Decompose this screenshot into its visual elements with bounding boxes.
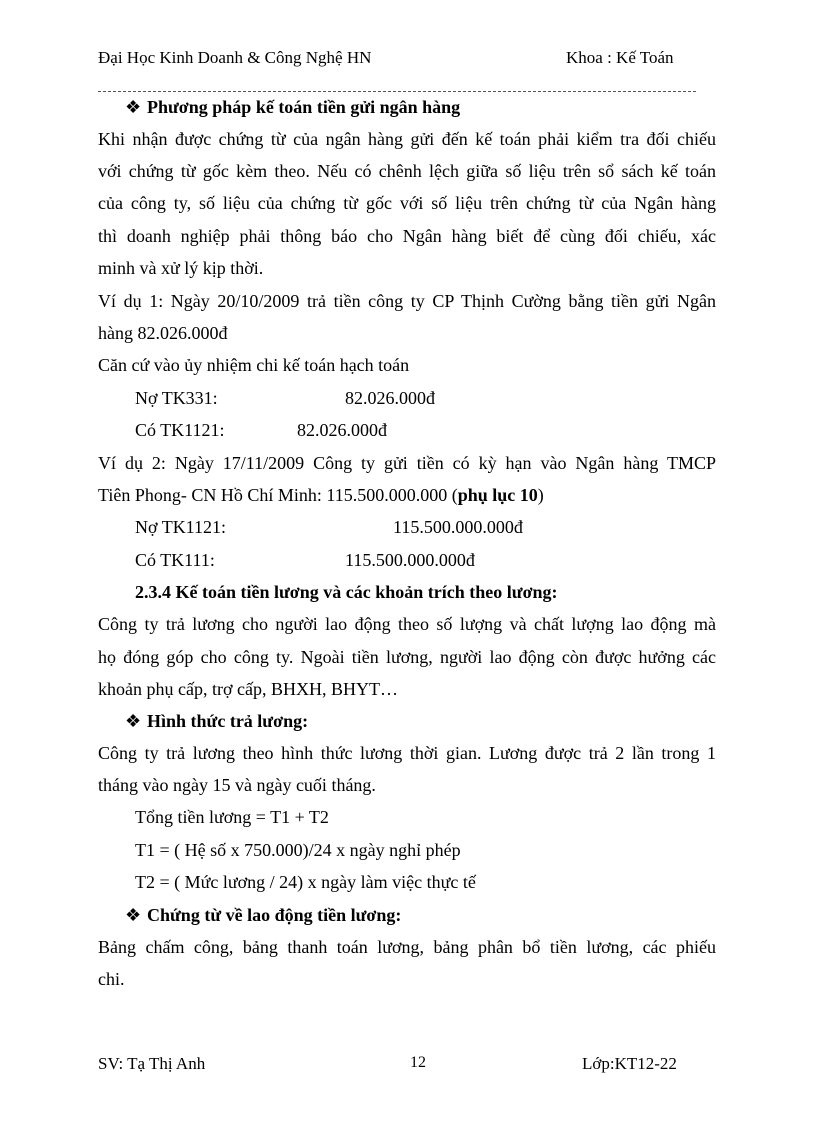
- credit-label: Có TK111:: [135, 550, 215, 570]
- page-header: [98, 48, 690, 72]
- paragraph-line: khoản phụ cấp, trợ cấp, BHXH, BHYT…: [98, 679, 398, 699]
- paragraph-line: Khi nhận được chứng từ của ngân hàng gửi đến kế toán phải kiểm tra đối chiếu: [98, 129, 716, 149]
- heading-text: Chứng từ về lao động tiền lương:: [147, 905, 402, 925]
- paragraph-line: minh và xử lý kịp thời.: [98, 258, 264, 278]
- example-2-line: Ví dụ 2: Ngày 17/11/2009 Công ty gửi tiền có kỳ hạn vào Ngân hàng TMCP: [98, 453, 716, 473]
- paragraph-line: chi.: [98, 969, 125, 989]
- page-footer: [98, 1054, 690, 1078]
- header-university: Đại Học Kinh Doanh & Công Nghệ HN: [98, 48, 372, 67]
- debit-label: Nợ TK1121:: [135, 517, 227, 537]
- heading-text: Phương pháp kế toán tiền gửi ngân hàng: [147, 97, 461, 117]
- formula-t1: T1 = ( Hệ số x 750.000)/24 x ngày nghỉ phép: [135, 840, 461, 860]
- credit-value: 115.500.000.000đ: [345, 550, 475, 570]
- page-number: 12: [410, 1054, 426, 1071]
- section-heading-payroll: 2.3.4 Kế toán tiền lương và các khoản trích theo lương:: [135, 582, 558, 602]
- accounting-basis: Căn cứ vào ủy nhiệm chi kế toán hạch toán: [98, 355, 410, 375]
- footer-student: SV: Tạ Thị Anh: [98, 1054, 206, 1073]
- example-2-line: Tiên Phong- CN Hồ Chí Minh: 115.500.000.000 (phụ lục 10): [98, 485, 544, 505]
- debit-value: 115.500.000.000đ: [393, 517, 523, 537]
- paragraph-line: thì doanh nghiệp phải thông báo cho Ngân hàng biết để cùng đối chiếu, xác: [98, 226, 716, 246]
- example-1-line: Ví dụ 1: Ngày 20/10/2009 trả tiền công ty CP Thịnh Cường bằng tiền gửi Ngân: [98, 291, 716, 311]
- section-heading-payroll-documents: [125, 903, 401, 927]
- diamond-bullet-icon: ❖: [125, 97, 142, 117]
- heading-text: Hình thức trả lương:: [147, 711, 309, 731]
- credit-label: Có TK1121:: [135, 420, 225, 440]
- paragraph-line: với chứng từ gốc kèm theo. Nếu có chênh lệch giữa số liệu trên sổ sách kế toán: [98, 161, 716, 181]
- header-divider: [98, 91, 696, 92]
- section-heading-pay-method: [125, 709, 308, 733]
- paragraph-line: Công ty trả lương cho người lao động theo số lượng và chất lượng lao động mà: [98, 614, 716, 634]
- credit-value: 82.026.000đ: [297, 420, 387, 440]
- header-department: Khoa : Kế Toán: [566, 48, 674, 67]
- example-1-line: hàng 82.026.000đ: [98, 323, 228, 343]
- section-heading-bank-deposit: [125, 95, 460, 119]
- paragraph-line: Bảng chấm công, bảng thanh toán lương, bảng phân bổ tiền lương, các phiếu: [98, 937, 716, 957]
- appendix-reference: phụ lục 10: [457, 485, 538, 505]
- paragraph-line: của công ty, số liệu của chứng từ gốc với số liệu trên chứng từ của Ngân hàng: [98, 193, 716, 213]
- footer-class: Lớp:KT12-22: [582, 1054, 677, 1073]
- formula-total: Tổng tiền lương = T1 + T2: [135, 807, 329, 827]
- diamond-bullet-icon: ❖: [125, 905, 142, 925]
- debit-value: 82.026.000đ: [345, 388, 435, 408]
- paragraph-line: họ đóng góp cho công ty. Ngoài tiền lương, người lao động còn được hưởng các: [98, 647, 716, 667]
- formula-t2: T2 = ( Mức lương / 24) x ngày làm việc thực tế: [135, 872, 476, 892]
- diamond-bullet-icon: ❖: [125, 711, 142, 731]
- paragraph-line: Công ty trả lương theo hình thức lương thời gian. Lương được trả 2 lần trong 1: [98, 743, 716, 763]
- debit-label: Nợ TK331:: [135, 388, 218, 408]
- paragraph-line: tháng vào ngày 15 và ngày cuối tháng.: [98, 775, 376, 795]
